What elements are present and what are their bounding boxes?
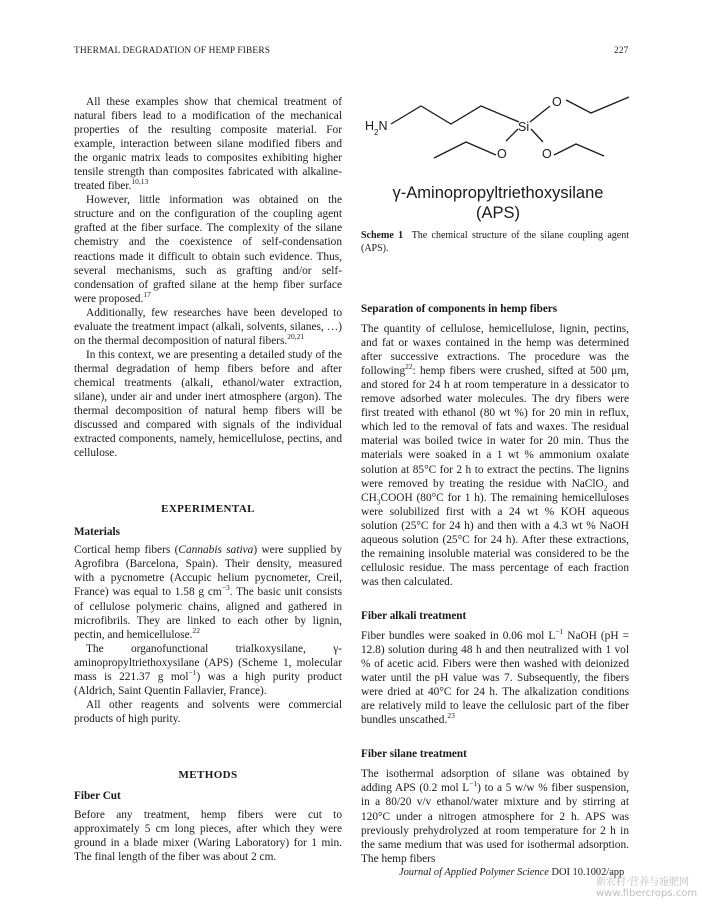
compound-abbreviation: (APS) — [475, 204, 521, 222]
scheme-aps-structure — [361, 86, 636, 226]
footer-citation: Journal of Applied Polymer Science DOI 10.1002/app — [399, 867, 625, 878]
paragraph-separation: The quantity of cellulose, hemicellulose, lignin, pectins, and fat or waxes contained in the hemp was determined after successive extractions. The procedure was the following$^{22}$: hemp fibers were crushed, sifted at 500 μm, and stored for 24 h at room temperature in a dessicator to remove adsorbed water molecules. The dry fibers were first treated with ethanol (80 wt %) for 20 min in reflux, which led to the removal of fats and waxes. The residual material was boiled twice in water for 20 min. Thus the materials were soaked in a 1 wt % ammonium oxalate solution at 85°C for 2 h to extract the pectins. The lignins were removed by treating the residue with NaClO$_2$ and $CH_3COOH$ (80°C for 1 h). The remaining hemicelluloses were solubilized first with a 24 wt % KOH aqueous solution (25°C for 24 h) and then with a 4.3 wt % NaOH aqueous solution (25°C for 24 h). After these extractions, the remaining insoluble material was considered to be the cellulosic residue. The mass percentage of each fraction was then calculated. — [361, 323, 629, 588]
oxygen-atom-label: O — [552, 95, 562, 109]
ref: 20,21 — [287, 332, 305, 342]
oxygen-atom-label: O — [497, 147, 507, 161]
watermark: 新农村·营养与施肥网 www.fibercrops.com — [596, 877, 698, 899]
section-title-experimental: EXPERIMENTAL — [161, 503, 255, 516]
compound-name: γ-Aminopropyltriethoxysilane — [392, 184, 604, 202]
paragraph-context: In this context, we are presenting a detailed study of the thermal degradation of hemp fibers before and after chemical treatments (alkali, ethanol/water extraction, silane), under air and under inert atmosphere (argon). The thermal decomposition of natural hemp fibers will be discussed and compared with signals of the individual extracted components, namely, hemicellulose, pectins, and cellulose. — [74, 348, 342, 460]
paragraph-reagents: All other reagents and solvents were commercial products of high purity. — [74, 698, 342, 725]
bond-lines — [391, 97, 629, 158]
ref: 23 — [447, 711, 455, 721]
paragraph-silane: The isothermal adsorption of silane was obtained by adding APS (0.2 mol $L^{-1}$) to a 5 w/w % fiber suspension, in a 80/20 v/v ethanol/water mixture and by stirring at 120°C under a nitrogen atmosphere for 2 h. APS was previously prehydrolyzed at room temperature for 2 h in the same medium that was used for isothermal adsorption. The hemp fibers — [361, 768, 629, 865]
aps-structure-diagram — [361, 86, 636, 226]
ref: 10,13 — [131, 177, 149, 187]
right-column — [361, 302, 629, 866]
paragraph-intro: All these examples show that chemical treatment of natural fibers lead to a modification of the mechanical properties of the resulting composite material. For example, interaction between silane modified fibers and the organic matrix leads to composites exhibiting higher tensile strength than composites fabricated with alkaline-treated fiber.$^{10,13}$ — [74, 96, 342, 193]
subhead-alkali-treatment: Fiber alkali treatment — [361, 609, 467, 622]
paragraph-organosilane: The organofunctional trialkoxysilane, γ-aminopropyltriethoxysilane (APS) (Scheme 1, molecular mass is 221.37 g mol$^{-1}$) was a high purity product (Aldrich, Saint Quentin Fallavier, France). — [74, 642, 342, 697]
ref: 22 — [192, 625, 200, 635]
silicon-atom-label: Si — [518, 120, 530, 134]
subhead-silane-treatment: Fiber silane treatment — [361, 748, 467, 761]
paragraph-materials: Cortical hemp fibers (Cannabis sativa) were supplied by Agrofibra (Barcelona, Spain). Their density, measured with a pycnometre (Accupic helium pycnometer, Creil, France) was equal to 1.58 g $cm^{-3}$. The basic unit consists of cellulose polymeric chains, aligned and gathered in microfibrils. They are linked to each other by lignin, pectin, and hemicellulose.$^{22}$ — [74, 544, 343, 641]
left-column — [74, 95, 342, 864]
ref: 22 — [405, 362, 413, 372]
scheme-caption: Scheme 1 The chemical structure of the silane coupling agent (APS). — [361, 230, 629, 254]
paragraph-fiber-cut: Before any treatment, hemp fibers were cut to approximately 5 cm long pieces, after which they were ground in a blade mixer (Waring Laboratory) for 1 min. The final length of the fiber was about 2 cm. — [74, 809, 342, 864]
paragraph-researches: Additionally, few researches have been developed to evaluate the treatment impact (alkali, solvents, silanes, …) on the thermal decomposition of natural fibers.$^{20,21}$ — [74, 306, 342, 347]
paragraph-alkali: Fiber bundles were soaked in 0.06 mol $L^{-1}$ NaOH (pH = 12.8) solution during 48 h and then neutralized with 1 vol % of acetic acid. Fibers were then washed with deionized water until the pH value was 7. Subsequently, the fibers were dried at 40°C for 24 h. The alkalization conditions are relatively mild to leave the cellulosic part of the fiber bundles unscathed.$^{23}$ — [361, 627, 629, 727]
subhead-materials: Materials — [74, 526, 120, 539]
subhead-fiber-cut: Fiber Cut — [74, 789, 121, 802]
ref: 17 — [143, 289, 151, 299]
subhead-separation: Separation of components in hemp fibers — [361, 303, 558, 315]
section-title-methods: METHODS — [178, 768, 238, 781]
running-title: THERMAL DEGRADATION OF HEMP FIBERS — [74, 46, 271, 56]
paragraph-structure: However, little information was obtained on the structure and on the configuration of the coupling agent grafted at the fiber surface. The complexity of the silane chemistry and the coexistence of self-condensation reactions made it difficult to obtain such evidence. Thus, several mechanisms, such as grafting and/or self-condensation of grafted silane at the hemp fiber surface were proposed.$^{17}$ — [74, 194, 342, 305]
amine-group-label: $H_2N$ — [365, 119, 388, 137]
page-number: 227 — [614, 46, 629, 56]
oxygen-atom-label: O — [542, 147, 552, 161]
